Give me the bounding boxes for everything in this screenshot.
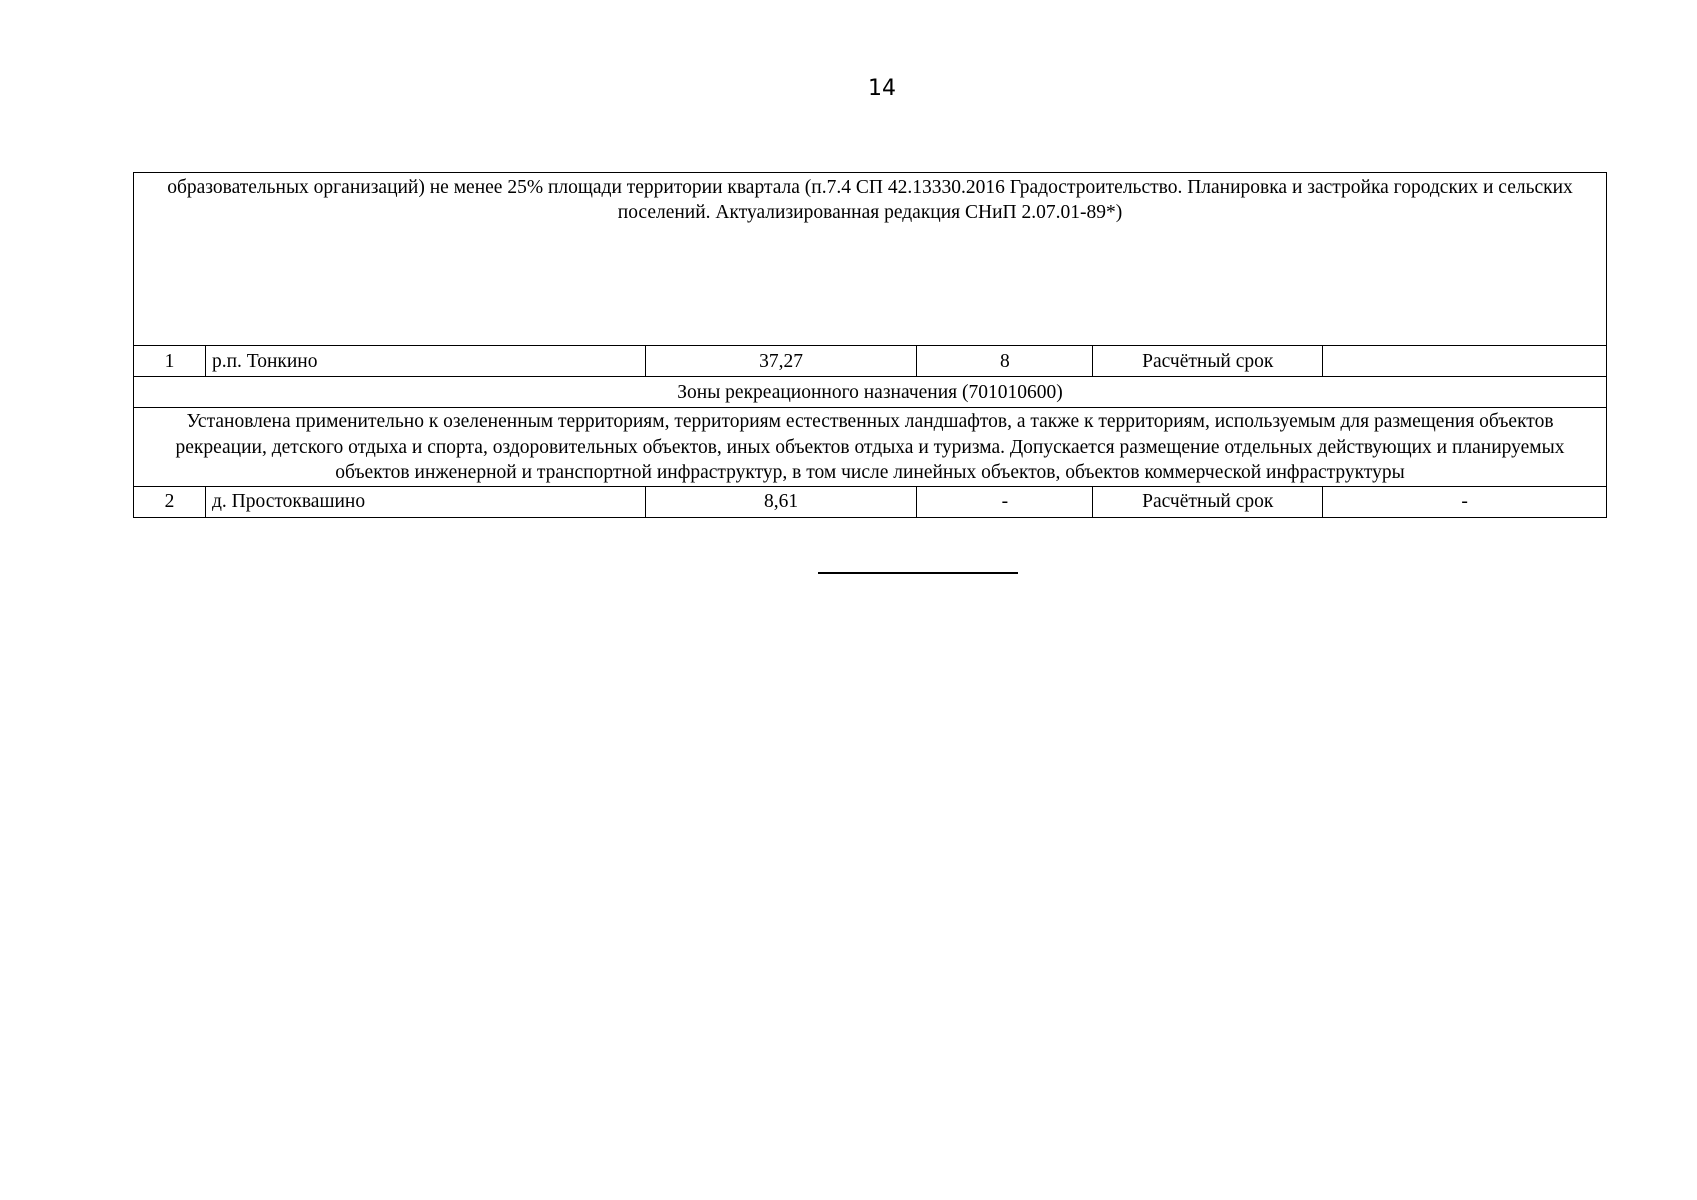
zone-description-cell: Установлена применительно к озелененным территориям, территориям естественных ландшафтов, а также к территориям, используемым для размещения объектов рекреации, детского отдыха и спорта, оздоровительных объектов, иных объектов отдыха и туризма. Допускается размещение отдельных действующих и планируемых объектов инженерной и транспортной инфраструктур, в том числе линейных объектов, объектов коммерческой инфраструктуры	[134, 408, 1607, 487]
end-of-document-rule	[818, 572, 1018, 574]
area-cell: 8,61	[645, 486, 917, 517]
settlement-cell: д. Простоквашино	[205, 486, 645, 517]
row-number-cell: 2	[134, 486, 206, 517]
note-cell: -	[1323, 486, 1607, 517]
area-cell: 37,27	[645, 346, 917, 377]
settlement-cell: р.п. Тонкино	[205, 346, 645, 377]
term-cell: Расчётный срок	[1093, 486, 1323, 517]
zone-title-row	[134, 377, 1607, 408]
count-cell: -	[917, 486, 1093, 517]
page-number: 14	[868, 76, 896, 101]
zones-table	[133, 172, 1607, 518]
term-cell: Расчётный срок	[1093, 346, 1323, 377]
table-intro-row	[134, 173, 1607, 346]
row-number-cell: 1	[134, 346, 206, 377]
table-row	[134, 346, 1607, 377]
count-cell: 8	[917, 346, 1093, 377]
note-cell	[1323, 346, 1607, 377]
zone-title-cell: Зоны рекреационного назначения (701010600)	[134, 377, 1607, 408]
zone-description-row	[134, 408, 1607, 487]
table-row	[134, 486, 1607, 517]
intro-text-cell: образовательных организаций) не менее 25% площади территории квартала (п.7.4 СП 42.13330.2016 Градостроительство. Планировка и застройка городских и сельских поселений. Актуализированная редакция СНиП 2.07.01-89*)	[134, 173, 1607, 346]
